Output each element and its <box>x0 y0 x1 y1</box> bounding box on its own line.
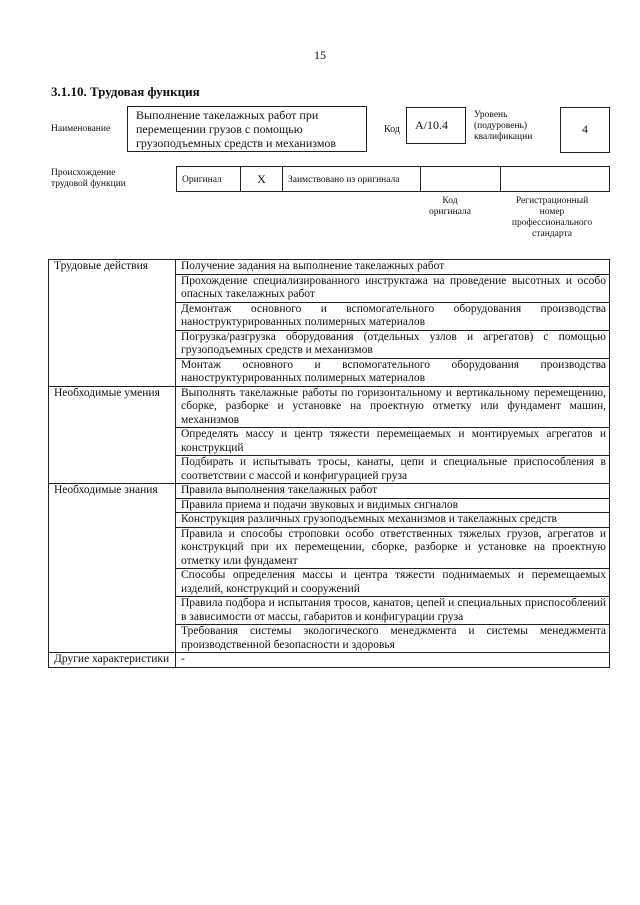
section-item: Получение задания на выполнение такелажных работ <box>176 260 610 275</box>
origin-table <box>176 166 610 192</box>
section-item: Подбирать и испытывать тросы, канаты, цепи и специальные приспособления в соответствии с массой и конфигурацией груза <box>176 456 610 484</box>
section-item: Демонтаж основного и вспомогательного оборудования производства наноструктурированных полимерных материалов <box>176 302 610 330</box>
section-label: Другие характеристики <box>49 653 176 668</box>
section-label: Необходимые знания <box>49 484 176 653</box>
table-row <box>49 386 610 428</box>
section-label: Необходимые умения <box>49 386 176 484</box>
function-details-table <box>48 259 610 668</box>
function-code-box: A/10.4 <box>406 107 466 144</box>
name-label: Наименование <box>51 124 111 134</box>
original-mark: X <box>241 167 283 191</box>
section-item: - <box>176 653 610 668</box>
section-item: Требования системы экологического менеджмента и системы менеджмента производственной безопасности и здоровья <box>176 625 610 653</box>
original-label: Оригинал <box>177 167 241 191</box>
page-number: 15 <box>314 48 326 62</box>
reg-number-cell <box>501 167 609 191</box>
function-name-box: Выполнение такелажных работ при перемещении грузов с помощью грузоподъемных средств и механизмов <box>127 106 367 152</box>
section-item: Правила и способы строповки особо ответственных тяжелых грузов, агрегатов и конструкций при их перемещении, сборке, разборке и установке на проектную отметку или фундамент <box>176 527 610 569</box>
code-original-cell <box>421 167 501 191</box>
borrowed-label: Заимствовано из оригинала <box>283 167 421 191</box>
table-row <box>49 484 610 499</box>
section-item: Правила подбора и испытания тросов, канатов, цепей и специальных приспособлений в зависимости от массы, габаритов и конфигурации груза <box>176 597 610 625</box>
code-original-caption: Код оригинала <box>429 196 471 217</box>
section-label: Трудовые действия <box>49 260 176 387</box>
level-label: Уровень (подуровень) квалификации <box>474 110 533 142</box>
section-item: Правила приема и подачи звуковых и видимых сигналов <box>176 498 610 513</box>
section-item: Прохождение специализированного инструктажа на проведение высотных и особо опасных такелажных работ <box>176 274 610 302</box>
table-row <box>49 653 610 668</box>
section-title: 3.1.10. Трудовая функция <box>51 84 200 99</box>
section-item: Способы определения массы и центра тяжести поднимаемых и перемещаемых изделий, конструкций и сооружений <box>176 569 610 597</box>
origin-label: Происхождение трудовой функции <box>51 168 126 189</box>
section-item: Погрузка/разгрузка оборудования (отдельных узлов и агрегатов) с помощью грузоподъемных средств и механизмов <box>176 330 610 358</box>
section-item: Определять массу и центр тяжести перемещаемых и монтируемых агрегатов и конструкций <box>176 428 610 456</box>
section-item: Монтаж основного и вспомогательного оборудования производства наноструктурированных полимерных материалов <box>176 358 610 386</box>
qualification-level-box: 4 <box>560 107 610 153</box>
reg-number-caption: Регистрационный номер профессионального стандарта <box>511 196 593 239</box>
section-item: Конструкция различных грузоподъемных механизмов и такелажных средств <box>176 513 610 528</box>
section-item: Выполнять такелажные работы по горизонтальному и вертикальному перемещению, сборке, разборке и установке на проектную отметку или фундамент машин, механизмов <box>176 386 610 428</box>
table-row <box>49 260 610 275</box>
section-item: Правила выполнения такелажных работ <box>176 484 610 499</box>
code-label: Код <box>384 124 400 135</box>
